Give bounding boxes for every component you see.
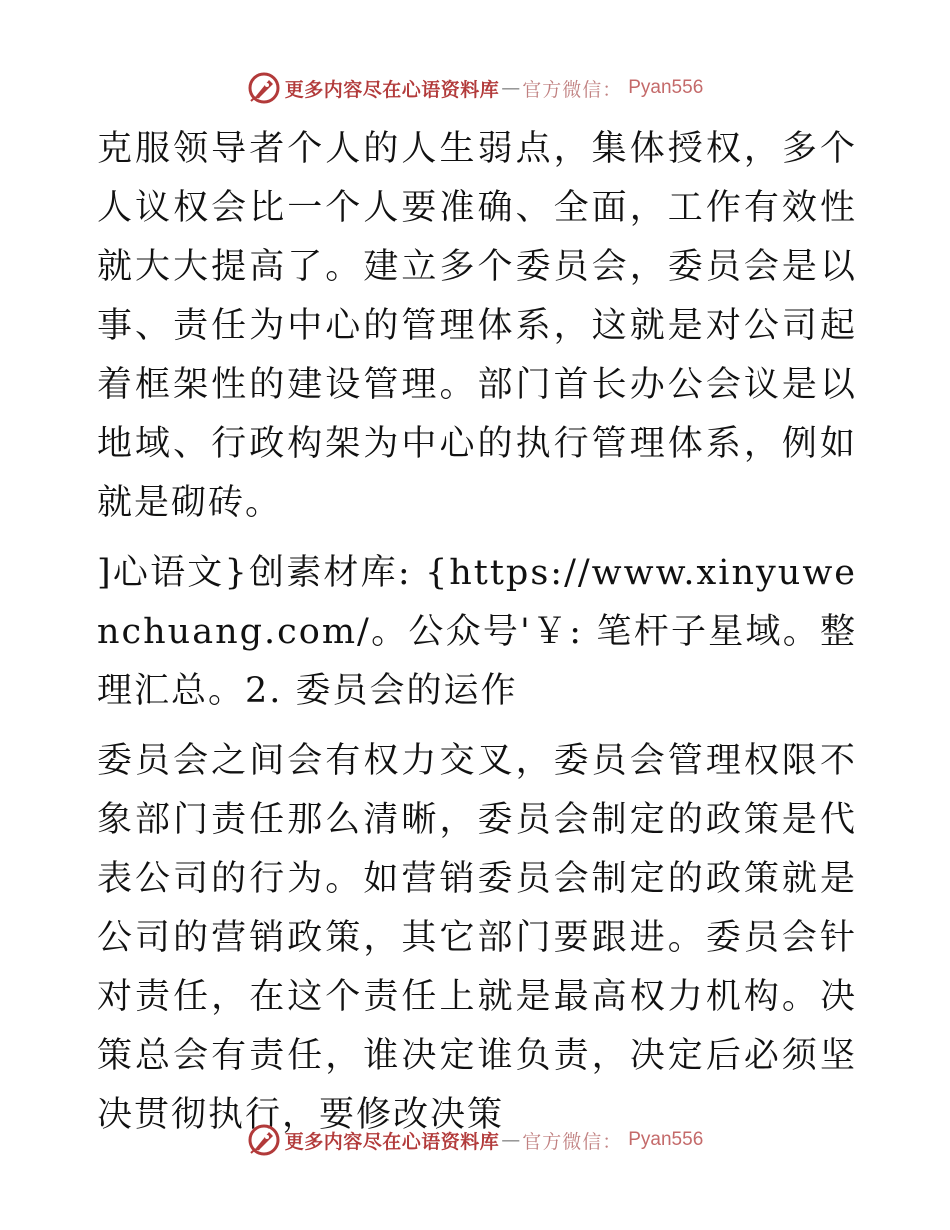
paragraph-3: 委员会之间会有权力交叉，委员会管理权限不象部门责任那么清晰，委员会制定的政策是代表公司的行为。如营销委员会制定的政策就是公司的营销政策，其它部门要跟进。委员会针对责任，在这个责任上就是最高权力机构。决策总会有责任，谁决定谁负责，决定后必须坚决贯彻执行，要修改决策 (97, 741, 857, 1135)
document-body (97, 120, 857, 1156)
banner-dash: — (501, 1129, 521, 1151)
banner-dash: — (501, 77, 521, 99)
footer-watermark-banner (0, 1120, 950, 1160)
banner-wechat-label: 官方微信： (522, 1130, 623, 1153)
banner-wechat-label: 官方微信： (522, 78, 623, 101)
pen-nib-logo-icon (247, 1123, 281, 1157)
banner-main-text: 更多内容尽在心语资料库 (284, 78, 500, 101)
paragraph-2: ]心语文}创素材库: {https://www.xinyuwenchuang.com/。公众号'￥: 笔杆子星域。整理汇总。2. 委员会的运作 (97, 553, 857, 711)
banner-main-text: 更多内容尽在心语资料库 (284, 1130, 500, 1153)
banner-wechat-id: Pyan556 (628, 77, 704, 98)
banner-wechat-id: Pyan556 (628, 1129, 704, 1150)
paragraph-1: 克服领导者个人的人生弱点，集体授权，多个人议权会比一个人要准确、全面，工作有效性就大大提高了。建立多个委员会，委员会是以事、责任为中心的管理体系，这就是对公司起着框架性的建设管理。部门首长办公会议是以地域、行政构架为中心的执行管理体系，例如就是砌砖。 (97, 129, 857, 523)
header-watermark-banner (0, 68, 950, 108)
pen-nib-logo-icon (247, 71, 281, 105)
